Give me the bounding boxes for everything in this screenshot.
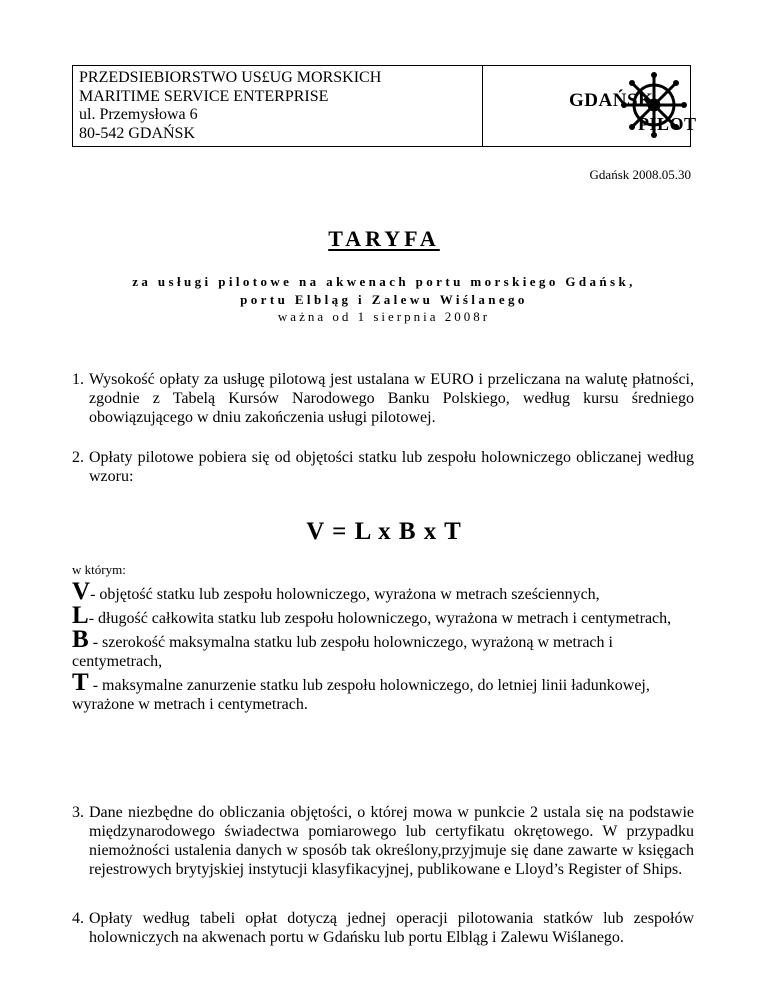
gdansk-pilot-logo — [483, 66, 697, 146]
company-name-pl: PRZEDSIEBIORSTWO US£UG MORSKICH — [79, 69, 382, 86]
postal-city: 80-542 GDAŃSK — [79, 124, 195, 142]
paragraph-number: 3. — [72, 804, 84, 821]
paragraph-number: 4. — [72, 910, 84, 927]
volume-formula: V = L x B x T — [306, 518, 462, 545]
paragraph-2 — [72, 448, 694, 486]
paragraph-number: 1. — [72, 371, 84, 388]
definition-text: - objętość statku lub zespołu holowniczego, wyrażona w metrach sześciennych, — [90, 586, 600, 603]
definition-t — [72, 669, 702, 714]
logo-cell — [483, 66, 697, 146]
definition-l — [72, 602, 702, 629]
formula-definitions — [72, 578, 702, 716]
street-address: ul. Przemysłowa 6 — [79, 106, 198, 123]
definition-text: - maksymalne zanurzenie statku lub zespołu holowniczego, do letniej linii ładunkowej, wyrażone w metrach i centymetrach. — [72, 677, 650, 713]
definition-letter: V — [72, 578, 91, 605]
subtitle-validity: ważna od 1 sierpnia 2008r — [277, 309, 491, 324]
company-address — [73, 66, 483, 146]
paragraph-text: Wysokość opłaty za usługę pilotową jest ustalana w EURO i przeliczana na walutę płatności, zgodnie z Tabelą Kursów Narodowego Banku Polskiego, według kursu średniego obowiązującego w dniu zakończenia usługi pilotowej. — [89, 371, 694, 426]
letterhead — [72, 65, 697, 147]
paragraph-number: 2. — [72, 449, 84, 466]
subtitle-line-1: za usługi pilotowe na akwenach portu morskiego Gdańsk, — [132, 274, 636, 289]
company-name-en: MARITIME SERVICE ENTERPRISE — [79, 87, 329, 105]
logo-text-pilot: PILOT — [638, 114, 697, 134]
where-label: w którym: — [72, 562, 126, 577]
definition-b — [72, 626, 702, 671]
subtitle-line-2: portu Elbląg i Zalewu Wiślanego — [240, 292, 528, 307]
paragraph-4 — [72, 909, 694, 947]
paragraph-3 — [72, 803, 694, 879]
document-title — [0, 226, 768, 252]
document-date: Gdańsk 2008.05.30 — [589, 167, 691, 182]
paragraph-text: Opłaty według tabeli opłat dotyczą jednej operacji pilotowania statków lub zespołów holowniczych na akwenach portu w Gdańsku lub portu Elbląg i Zalewu Wiślanego. — [89, 910, 694, 946]
paragraph-text: Opłaty pilotowe pobiera się od objętości statku lub zespołu holowniczego obliczanej według wzoru: — [89, 449, 694, 485]
logo-text-gdansk: GDAŃSK — [569, 90, 654, 111]
title-text: TARYFA — [328, 226, 440, 251]
definition-text: - długość całkowita statku lub zespołu holowniczego, wyrażona w metrach i centymetrach, — [88, 610, 672, 627]
paragraph-text: Dane niezbędne do obliczania objętości, o której mowa w punkcie 2 ustala się na podstawie międzynarodowego świadectwa pomiarowego lub certyfikatu okrętowego. W przypadku niemożności ustalenia danych w sposób tak określony,przyjmuje się dane zawarte w księgach rejestrowych brytyjskiej instytucji klasyfikacyjnej, publikowane e Lloyd’s Register of Ships. — [89, 804, 694, 878]
definition-letter: B — [72, 626, 89, 653]
definition-v — [72, 578, 702, 605]
definition-letter: T — [72, 669, 89, 696]
paragraph-1 — [72, 370, 694, 427]
definition-text: - szerokość maksymalna statku lub zespołu holowniczego, wyrażoną w metrach i centymetrach, — [72, 634, 613, 670]
definition-letter: L — [72, 602, 89, 629]
